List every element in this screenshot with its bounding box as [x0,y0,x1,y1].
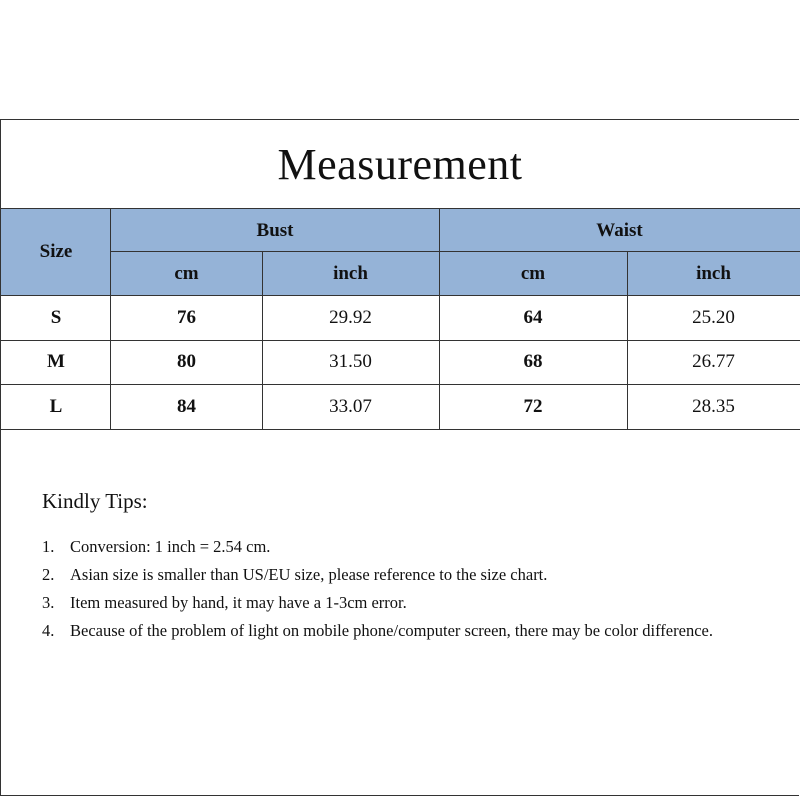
header-size: Size [1,209,111,295]
list-text: Conversion: 1 inch = 2.54 cm. [70,537,271,556]
grid-line [0,295,800,296]
row-s-waist-inch: 25.20 [692,307,735,328]
list-text: Item measured by hand, it may have a 1-3cm error. [70,593,407,612]
header-waist-inch: inch [627,252,800,295]
grid-line [627,251,628,429]
grid-line [0,384,800,385]
row-s-bust-cm: 76 [177,307,196,328]
grid-line [0,340,800,341]
tips-list [42,533,730,645]
grid-line [439,208,440,429]
page-title: Measurement [277,140,523,189]
row-l-waist-cm: 72 [523,395,543,417]
list-item [42,561,730,589]
grid-line [110,208,111,429]
row-s-bust-inch: 29.92 [329,307,372,328]
row-s-size: S [50,307,62,328]
list-text: Asian size is smaller than US/EU size, please reference to the size chart. [70,565,548,584]
list-number: 1. [42,537,55,556]
tips-heading: Kindly Tips: [42,489,148,513]
list-number: 2. [42,565,55,584]
grid-line [111,251,800,252]
row-l-bust-inch: 33.07 [329,395,372,417]
row-m-size: M [47,351,65,372]
row-l-waist-inch: 28.35 [692,395,735,417]
grid-line [0,429,800,430]
row-m-waist-inch: 26.77 [692,351,735,372]
grid-line [262,251,263,429]
header-bust-inch: inch [262,252,439,295]
header-bust: Bust [111,209,439,252]
header-bust-cm: cm [111,252,262,295]
list-text: Because of the problem of light on mobile phone/computer screen, there may be color difference. [70,621,713,640]
header-waist-cm: cm [439,252,627,295]
row-s-waist-cm: 64 [523,307,543,328]
list-item [42,533,730,561]
grid-line [0,208,800,209]
row-m-waist-cm: 68 [523,351,543,372]
row-l-bust-cm: 84 [177,395,196,417]
row-m-bust-cm: 80 [177,351,196,372]
list-number: 3. [42,593,55,612]
list-item [42,617,730,645]
list-number: 4. [42,621,55,640]
row-m-bust-inch: 31.50 [329,351,372,372]
row-l-size: L [49,395,63,417]
header-waist: Waist [439,209,800,252]
list-item [42,589,730,617]
